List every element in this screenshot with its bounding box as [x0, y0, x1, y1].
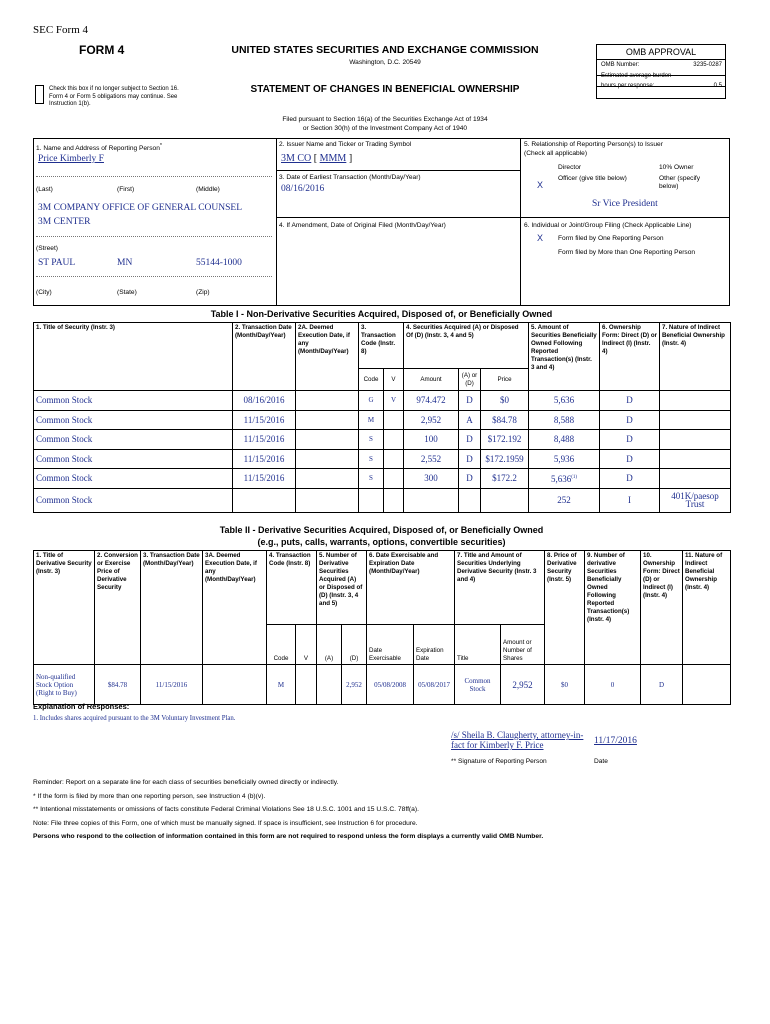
t1-v — [384, 449, 404, 469]
signature-date: 11/17/2016 — [594, 736, 637, 746]
table1-row — [34, 391, 731, 411]
t2-h2: 2. Conversion or Exercise Price of Derivative Security — [95, 551, 141, 665]
zip-value: 55144-1000 — [196, 258, 242, 268]
first-label: (First) — [117, 186, 135, 193]
table1-row — [34, 488, 731, 512]
box1-label: 1. Name and Address of Reporting Person* — [36, 143, 163, 153]
t2-h9: 9. Number of derivative Securities Beneficially Owned Following Reported Transaction(s) (Instr. 4) — [585, 551, 641, 665]
omb-burden-label: Estimated average burden — [601, 73, 672, 79]
t2-h3a: 3A. Deemed Execution Date, if any (Month/Day/Year) — [203, 551, 267, 665]
notes — [33, 776, 733, 844]
t1-security-title: Common Stock — [34, 469, 233, 489]
t1-transaction-date: 08/16/2016 — [233, 391, 296, 411]
t1-deemed-date — [296, 410, 359, 430]
t1-price: $172.1959 — [481, 449, 529, 469]
t1-ownership-form: D — [600, 391, 660, 411]
t1-amount: 974.472 — [404, 391, 459, 411]
t2-h1: 1. Title of Derivative Security (Instr. 3) — [34, 551, 95, 665]
reporting-person-name[interactable]: Price Kimberly F — [38, 154, 104, 164]
t2-disposed: 2,952 — [342, 665, 367, 705]
t2-h-date-ex: Date Exercisable — [367, 625, 414, 665]
t1-deemed-date — [296, 469, 359, 489]
t1-h4: 4. Securities Acquired (A) or Disposed Of (D) (Instr. 3, 4 and 5) — [404, 323, 529, 369]
t1-transaction-date: 11/15/2016 — [233, 469, 296, 489]
t1-h-aord: (A) or (D) — [459, 369, 481, 391]
t1-v — [384, 430, 404, 450]
table1-row — [34, 430, 731, 450]
t1-v — [384, 410, 404, 430]
t1-deemed-date — [296, 449, 359, 469]
omb-approval-box — [596, 44, 726, 99]
t1-owned-after: 5,936 — [529, 449, 600, 469]
city-label: (City) — [36, 289, 52, 296]
explanation-title: Explanation of Responses: — [33, 702, 130, 711]
t1-code: M — [359, 410, 384, 430]
officer-label: Officer (give title below) — [558, 175, 627, 182]
t2-ownership-form: D — [641, 665, 683, 705]
t1-v — [384, 469, 404, 489]
t1-security-title: Common Stock — [34, 391, 233, 411]
note-reminder: Reminder: Report on a separate line for each class of securities beneficially owned directly or indirectly. — [33, 779, 339, 786]
t2-h10: 10. Ownership Form: Direct (D) or Indirect (I) (Instr. 4) — [641, 551, 683, 665]
filed-pursuant — [205, 115, 565, 133]
t1-code — [359, 488, 384, 512]
t1-security-title: Common Stock — [34, 410, 233, 430]
t1-v — [384, 488, 404, 512]
filed-line-1: Filed pursuant to Section 16(a) of the Securities Exchange Act of 1934 — [282, 116, 488, 123]
officer-title: Sr Vice President — [592, 199, 658, 209]
doc-title: SEC Form 4 — [33, 24, 89, 36]
zip-label: (Zip) — [196, 289, 210, 296]
t1-a-or-d — [459, 488, 481, 512]
t2-owned-after: 0 — [585, 665, 641, 705]
t1-amount: 2,952 — [404, 410, 459, 430]
t1-a-or-d: D — [459, 430, 481, 450]
t1-code: S — [359, 449, 384, 469]
note-copies: Note: File three copies of this Form, one of which must be manually signed. If space is insufficient, see Instruction 6 for procedure. — [33, 819, 418, 827]
box4-label: 4. If Amendment, Date of Original Filed (Month/Day/Year) — [279, 222, 446, 229]
state-value: MN — [117, 258, 133, 268]
t2-h-v: V — [296, 625, 317, 665]
table2-title: Table II - Derivative Securities Acquired, Disposed of, or Beneficially Owned — [219, 525, 544, 535]
omb-hours-label: hours per response: — [601, 83, 655, 89]
t2-date-exercisable: 05/08/2008 — [367, 665, 414, 705]
t1-amount: 100 — [404, 430, 459, 450]
more-persons-label: Form filed by More than One Reporting Person — [558, 249, 696, 256]
signature-text: /s/ Sheila B. Claugherty, attorney-in-fact for Kimberly F. Price — [451, 730, 584, 750]
t2-h-exp: Expiration Date — [414, 625, 455, 665]
t1-owned-after: 5,636 — [529, 391, 600, 411]
last-label: (Last) — [36, 186, 53, 193]
box5-label: 5. Relationship of Reporting Person(s) to Issuer — [524, 141, 663, 148]
box5-sub: (Check all applicable) — [524, 150, 588, 157]
t1-nature — [660, 410, 731, 430]
t1-security-title: Common Stock — [34, 488, 233, 512]
t2-acquired — [317, 665, 342, 705]
omb-number-label: OMB Number: — [601, 62, 640, 68]
t1-transaction-date: 11/15/2016 — [233, 449, 296, 469]
t2-exercise-price: $84.78 — [95, 665, 141, 705]
table1-row — [34, 449, 731, 469]
t1-code: S — [359, 469, 384, 489]
omb-title: OMB APPROVAL — [597, 45, 725, 60]
t1-amount — [404, 488, 459, 512]
t1-owned-after: 8,588 — [529, 410, 600, 430]
date-label: Date — [594, 758, 608, 765]
t2-underlying-title: Common Stock — [455, 665, 501, 705]
t1-nature — [660, 469, 731, 489]
note-multiple-persons: * If the form is filed by more than one reporting person, see Instruction 4 (b)(v). — [33, 792, 266, 800]
box1-asterisk: * — [159, 143, 163, 149]
other-label: Other (specify below) — [659, 175, 701, 190]
t2-h3: 3. Transaction Date (Month/Day/Year) — [141, 551, 203, 665]
t1-ownership-form: I — [600, 488, 660, 512]
street-label: (Street) — [36, 245, 58, 252]
checkbox-text: Check this box if no longer subject to Section 16. Form 4 or Form 5 obligations may continue. See Instruction 1(b). — [49, 86, 179, 107]
note-omb: Persons who respond to the collection of information contained in this form are not required to respond unless the form displays a currently valid OMB Number. — [33, 833, 544, 840]
t1-a-or-d: D — [459, 391, 481, 411]
t1-owned-after: 5,636$^{(1)}$ — [529, 469, 600, 489]
middle-label: (Middle) — [196, 186, 220, 193]
t1-code: S — [359, 430, 384, 450]
t1-deemed-date — [296, 488, 359, 512]
t1-amount: 300 — [404, 469, 459, 489]
earliest-transaction-date: 08/16/2016 — [281, 184, 325, 194]
city-value: ST PAUL — [38, 258, 76, 268]
explanation-footnote-1: 1. Includes shares acquired pursuant to the 3M Voluntary Investment Plan. — [33, 715, 236, 722]
t1-deemed-date — [296, 430, 359, 450]
t2-h-amount: Amount or Number of Shares — [501, 625, 545, 665]
t1-v: V — [384, 391, 404, 411]
note-misstatements: ** Intentional misstatements or omissions of facts constitute Federal Criminal Violations See 18 U.S.C. 1001 and 15 U.S.C. 78ff(a). — [33, 806, 419, 813]
t1-security-title: Common Stock — [34, 449, 233, 469]
t1-owned-after: 252 — [529, 488, 600, 512]
t2-h7: 7. Title and Amount of Securities Underlying Derivative Security (Instr. 3 and 4) — [455, 551, 545, 625]
address-line-2: 3M CENTER — [38, 217, 91, 227]
t1-transaction-date: 11/15/2016 — [233, 410, 296, 430]
statement-title: STATEMENT OF CHANGES IN BENEFICIAL OWNERSHIP — [250, 84, 520, 95]
t1-h-price: Price — [481, 369, 529, 391]
t1-h7: 7. Nature of Indirect Beneficial Ownership (Instr. 4) — [660, 323, 731, 391]
t1-h2: 2. Transaction Date (Month/Day/Year) — [233, 323, 296, 391]
t2-h11: 11. Nature of Indirect Beneficial Ownership (Instr. 4) — [683, 551, 731, 665]
signature-label: ** Signature of Reporting Person — [451, 758, 547, 765]
t1-h-v: V — [384, 369, 404, 391]
t1-price: $172.2 — [481, 469, 529, 489]
t1-h-amount: Amount — [404, 369, 459, 391]
t2-h6: 6. Date Exercisable and Expiration Date (Month/Day/Year) — [367, 551, 455, 625]
form-label: FORM 4 — [79, 43, 125, 57]
t2-v — [296, 665, 317, 705]
state-label: (State) — [117, 289, 137, 296]
t1-nature — [660, 430, 731, 450]
t2-code: M — [267, 665, 296, 705]
t1-footnote-ref: (1) — [571, 474, 578, 480]
t2-h5: 5. Number of Derivative Securities Acquired (A) or Disposed of (D) (Instr. 3, 4 and 5) — [317, 551, 367, 625]
t1-price — [481, 488, 529, 512]
t1-code: G — [359, 391, 384, 411]
omb-number-value: 3235-0287 — [693, 62, 722, 68]
box2-label: 2. Issuer Name and Ticker or Trading Symbol — [279, 141, 412, 148]
t2-h-a: (A) — [317, 625, 342, 665]
filed-line-2: or Section 30(h) of the Investment Company Act of 1940 — [302, 125, 468, 132]
t2-h-title: Title — [455, 625, 501, 665]
address-line-1: 3M COMPANY OFFICE OF GENERAL COUNSEL — [38, 203, 243, 213]
table1-row — [34, 469, 731, 489]
t1-ownership-form: D — [600, 410, 660, 430]
t1-nature — [660, 391, 731, 411]
t1-ownership-form: D — [600, 449, 660, 469]
t2-transaction-date: 11/15/2016 — [141, 665, 203, 705]
t1-a-or-d: D — [459, 449, 481, 469]
t1-h2a: 2A. Deemed Execution Date, if any (Month/Day/Year) — [296, 323, 359, 391]
issuer-name[interactable]: 3M CO — [281, 153, 312, 164]
t1-transaction-date: 11/15/2016 — [233, 430, 296, 450]
t1-a-or-d: A — [459, 410, 481, 430]
t1-amount: 2,552 — [404, 449, 459, 469]
ticker-symbol[interactable]: MMM — [319, 153, 347, 164]
t1-price: $172.192 — [481, 430, 529, 450]
t2-h8: 8. Price of Derivative Security (Instr. 5) — [545, 551, 585, 665]
box6-label: 6. Individual or Joint/Group Filing (Check Applicable Line) — [524, 222, 692, 229]
table2-row — [34, 665, 731, 705]
agency-name: UNITED STATES SECURITIES AND EXCHANGE COMMISSION — [231, 44, 539, 56]
t1-ownership-form: D — [600, 469, 660, 489]
table2-subtitle: (e.g., puts, calls, warrants, options, convertible securities) — [257, 537, 506, 547]
one-person-checkmark[interactable]: X — [537, 233, 544, 243]
t2-h4: 4. Transaction Code (Instr. 8) — [267, 551, 317, 625]
box3-label: 3. Date of Earliest Transaction (Month/Day/Year) — [279, 174, 421, 181]
t1-transaction-date — [233, 488, 296, 512]
t1-h6: 6. Ownership Form: Direct (D) or Indirect (I) (Instr. 4) — [600, 323, 660, 391]
t2-underlying-amount: 2,952 — [501, 665, 545, 705]
t2-expiration-date: 05/08/2017 — [414, 665, 455, 705]
t1-nature: 401K/paesop Trust — [660, 488, 731, 512]
director-label: Director — [558, 164, 582, 171]
ten-pct-owner-label: 10% Owner — [659, 164, 694, 171]
t1-owned-after: 8,488 — [529, 430, 600, 450]
agency-city: Washington, D.C. 20549 — [349, 59, 421, 66]
table1 — [33, 322, 731, 513]
officer-checkmark[interactable]: X — [537, 180, 544, 190]
table2-title-block — [33, 524, 730, 548]
t1-a-or-d: D — [459, 469, 481, 489]
t2-nature — [683, 665, 731, 705]
t1-security-title: Common Stock — [34, 430, 233, 450]
no-longer-subject-checkbox[interactable] — [35, 85, 44, 104]
t2-derivative-price: $0 — [545, 665, 585, 705]
t1-price: $0 — [481, 391, 529, 411]
t2-security-title: Non-qualified Stock Option (Right to Buy) — [34, 665, 95, 705]
table2 — [33, 550, 731, 705]
table1-row — [34, 410, 731, 430]
omb-hours-value: 0.5 — [713, 83, 722, 89]
issuer-ticker: 3M CO [ MMM ] — [281, 153, 353, 164]
t1-nature — [660, 449, 731, 469]
t2-h-d: (D) — [342, 625, 367, 665]
t1-h-code: Code — [359, 369, 384, 391]
t1-h5: 5. Amount of Securities Beneficially Owned Following Reported Transaction(s) (Instr. 3 and 4) — [529, 323, 600, 391]
one-person-label: Form filed by One Reporting Person — [558, 235, 664, 242]
t1-deemed-date — [296, 391, 359, 411]
t1-price: $84.78 — [481, 410, 529, 430]
t2-deemed-date — [203, 665, 267, 705]
t1-h3: 3. Transaction Code (Instr. 8) — [359, 323, 404, 369]
t1-ownership-form: D — [600, 430, 660, 450]
table1-title: Table I - Non-Derivative Securities Acquired, Disposed of, or Beneficially Owned — [210, 309, 553, 319]
t2-h-code: Code — [267, 625, 296, 665]
t1-h1: 1. Title of Security (Instr. 3) — [34, 323, 233, 391]
